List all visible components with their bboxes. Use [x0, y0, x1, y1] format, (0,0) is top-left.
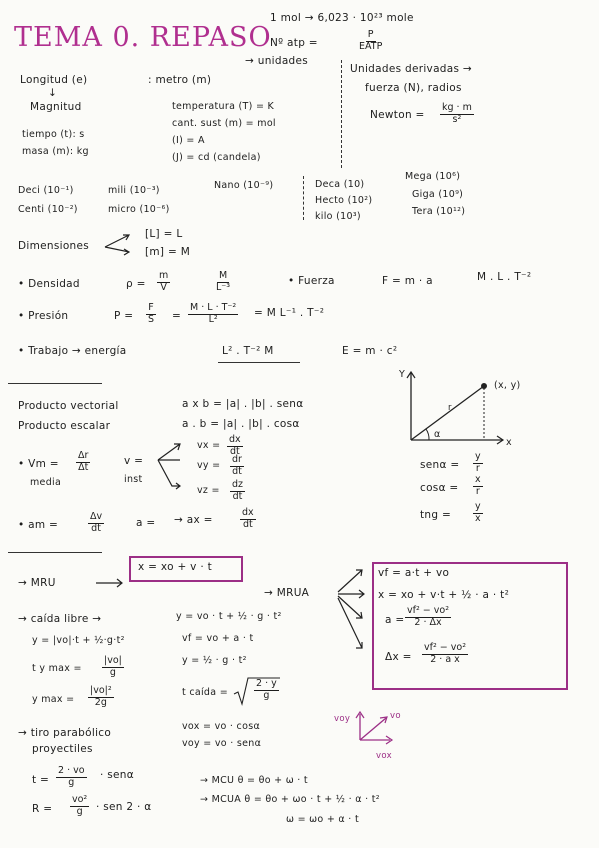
ax-fraction [240, 508, 256, 531]
prefix-deci: Deci (10⁻¹) [18, 185, 74, 196]
am-numerator: Δv [90, 511, 103, 522]
caida-position-eq: y = vo · t + ½ · g · t² [176, 611, 282, 622]
prefix-micro: micro (10⁻⁶) [108, 204, 170, 215]
presion-dim-numerator: M · L · T⁻² [190, 302, 237, 313]
am-fraction [88, 512, 104, 535]
tcaida-numerator: 2 · y [256, 678, 277, 689]
vox-eq: vox = vo · cosα [182, 721, 261, 732]
tangente-denominator: x [475, 512, 481, 524]
graph-alpha-label: α [434, 429, 441, 440]
dim-masa: [m] = M [145, 246, 191, 258]
seno-fraction [473, 452, 483, 475]
graph-y-axis-label: Y [399, 369, 406, 380]
metro-label: : metro (m) [148, 74, 212, 86]
vz-fraction [230, 480, 245, 503]
mcu-eq: → MCU θ = θo + ω · t [200, 775, 308, 786]
tiro-range-numerator: vo² [72, 794, 88, 805]
mrua-box [372, 562, 568, 690]
tcaida-fraction [254, 679, 279, 702]
newton-denominator: s² [452, 113, 462, 125]
prefix-kilo: kilo (10³) [315, 211, 361, 222]
prefix-giga: Giga (10⁹) [412, 189, 464, 200]
caida-velocity-eq: vf = vo + a · t [182, 633, 254, 644]
energia-eq: E = m · c² [342, 345, 398, 357]
producto-vectorial-label: Producto vectorial [18, 400, 119, 412]
tiro-time-numerator: 2 · vo [58, 765, 85, 776]
newton-numerator: kg · m [442, 102, 472, 113]
mrua-arrows [336, 566, 376, 656]
derivadas-title: Unidades derivadas → [350, 63, 473, 75]
voy-eq: voy = vo · senα [182, 738, 262, 749]
densidad-fraction [157, 271, 170, 294]
trabajo-underline [218, 362, 300, 363]
corriente-unit: (I) = A [172, 135, 205, 146]
fuerza-eq: F = m · a [382, 275, 433, 287]
mrua-accel-denominator: 2 · Δx [414, 616, 442, 628]
tiro-range-fraction [70, 795, 89, 818]
prefix-tera: Tera (10¹²) [412, 206, 466, 217]
graph-x-axis-label: x [506, 437, 512, 448]
tangente-label: tng = [420, 509, 452, 521]
tangente-fraction [473, 502, 483, 525]
natp-numerator: P [367, 29, 374, 40]
v-components-arrows [150, 436, 190, 496]
ax-denominator: dt [242, 518, 253, 530]
voy-label: voy [334, 714, 351, 724]
coseno-denominator: r [475, 485, 480, 497]
trig-graph [395, 368, 545, 458]
ymax-fraction [88, 686, 114, 709]
ymax-label: y max = [32, 694, 75, 705]
densidad-denominator: V [160, 281, 167, 293]
vm-label: • Vm = [18, 458, 59, 470]
mrua-position-eq: x = xo + v·t + ½ · a · t² [378, 589, 510, 601]
producto-escalar-label: Producto escalar [18, 420, 111, 432]
seno-numerator: y [475, 451, 481, 462]
v-inst-eq: v = [124, 455, 144, 467]
ax-label: → ax = [174, 514, 213, 526]
vx-label: vx = [197, 440, 221, 451]
caida-y-eq: y = ½ · g · t² [182, 655, 247, 666]
densidad-numerator: m [159, 270, 169, 281]
vox-label: vox [376, 751, 392, 761]
proyectiles-label: proyectiles [32, 743, 93, 755]
down-arrow: ↓ [48, 87, 58, 99]
v-inst-label: inst [124, 474, 143, 485]
producto-vectorial-eq: a x b = |a| . |b| . senα [182, 398, 304, 410]
presion-eq: P = [114, 310, 134, 322]
trabajo-dim: L² . T⁻² M [222, 345, 274, 357]
graph-point-label: (x, y) [494, 380, 521, 391]
tiro-time-denominator: g [68, 776, 75, 788]
mrua-dx-label: Δx = [385, 651, 412, 663]
vz-numerator: dz [232, 479, 244, 490]
cantidad-unit: cant. sust (m) = mol [172, 118, 276, 129]
divider-vertical-1 [341, 60, 342, 168]
tymax-denominator: g [109, 666, 116, 678]
producto-escalar-eq: a . b = |a| . |b| . cosα [182, 418, 300, 430]
dimensiones-arrows [103, 231, 133, 261]
unidades-label: → unidades [245, 55, 309, 67]
candela-unit: (J) = cd (candela) [172, 152, 261, 163]
mrua-label: → MRUA [264, 587, 310, 599]
newton-label: Newton = [370, 109, 425, 121]
tiro-parabolico-label: → tiro parabólico [18, 727, 112, 739]
vy-fraction [230, 455, 244, 478]
ax-numerator: dx [242, 507, 254, 518]
vy-label: vy = [197, 460, 221, 471]
coseno-label: cosα = [420, 482, 459, 494]
presion-numerator: F [148, 302, 154, 313]
mcua-eq: → MCUA θ = θo + ωo · t + ½ · α · t² [200, 794, 380, 805]
vy-numerator: dr [232, 454, 242, 465]
natp-label: Nº atp = [270, 37, 318, 49]
section-divider-1 [8, 383, 102, 384]
tcaida-label: t caída = [182, 687, 228, 698]
prefix-mili: mili (10⁻³) [108, 185, 160, 196]
prefix-mega: Mega (10⁶) [405, 171, 461, 182]
densidad-dim-denominator: L⁻³ [216, 281, 231, 293]
natp-fraction [357, 30, 384, 53]
presion-denominator: S [148, 313, 155, 325]
divider-vertical-2 [303, 176, 304, 220]
a-inst-eq: a = [136, 517, 156, 529]
tiro-time-label: t = [32, 774, 50, 786]
presion-label: • Presión [18, 310, 69, 322]
vm-media-label: media [30, 477, 62, 488]
prefix-nano: Nano (10⁻⁹) [214, 180, 274, 191]
newton-fraction [440, 103, 474, 126]
fuerza-dim: M . L . T⁻² [477, 271, 532, 283]
prefix-centi: Centi (10⁻²) [18, 204, 78, 215]
mru-equation: x = xo + v · t [138, 561, 213, 573]
vy-denominator: dt [232, 465, 242, 477]
tymax-fraction [102, 656, 124, 679]
densidad-dim-numerator: M [218, 270, 228, 281]
tiro-time-fraction [56, 766, 87, 789]
magnitud-label: Magnitud [30, 101, 82, 113]
mrua-accel-label: a = [385, 614, 405, 626]
vm-denominator: Δt [78, 461, 89, 473]
tiro-range-tail: · sen 2 · α [96, 801, 152, 813]
vz-denominator: dt [232, 490, 243, 502]
dimensiones-label: Dimensiones [18, 240, 90, 252]
vx-numerator: dx [229, 434, 241, 445]
mrua-velocity-eq: vf = a·t + vo [378, 567, 450, 579]
densidad-dim-fraction [214, 271, 232, 294]
presion-equals: = [172, 310, 182, 322]
vz-label: vz = [197, 485, 220, 496]
tiro-time-tail: · senα [100, 769, 134, 781]
prefix-hecto: Hecto (10²) [315, 195, 373, 206]
mrua-accel-numerator: vf² − vo² [407, 605, 450, 616]
tiempo-unit: tiempo (t): s [22, 129, 85, 140]
graph-r-label: r [448, 403, 452, 413]
vm-numerator: Δr [78, 450, 89, 461]
omega-eq: ω = ωo + α · t [286, 814, 359, 825]
tymax-numerator: |vo| [104, 655, 122, 666]
section-divider-2 [8, 552, 102, 553]
masa-unit: masa (m): kg [22, 146, 89, 157]
fuerza-label: • Fuerza [288, 275, 335, 287]
seno-label: senα = [420, 459, 460, 471]
mrua-dx-fraction [422, 643, 468, 666]
prefix-deca: Deca (10) [315, 179, 365, 190]
page-title: TEMA 0. REPASO [14, 22, 272, 53]
mru-arrow [96, 578, 126, 588]
natp-denominator: EATP [359, 40, 383, 52]
mru-label: → MRU [18, 577, 56, 589]
temperatura-unit: temperatura (T) = K [172, 101, 275, 112]
am-denominator: dt [91, 522, 101, 534]
mrua-dx-denominator: 2 · a x [430, 653, 460, 665]
presion-fraction [146, 303, 156, 326]
vm-fraction [76, 451, 90, 474]
tymax-label: t y max = [32, 663, 82, 674]
tiro-range-denominator: g [76, 805, 83, 817]
tiro-range-label: R = [32, 803, 53, 815]
presion-dim-fraction [188, 303, 238, 326]
mrua-accel-fraction [405, 606, 451, 629]
coseno-fraction [473, 475, 483, 498]
tcaida-denominator: g [263, 689, 270, 701]
presion-result: = M L⁻¹ . T⁻² [254, 307, 325, 319]
densidad-eq: ρ = [126, 278, 146, 290]
vo-label: vo [390, 711, 401, 721]
tangente-numerator: y [475, 501, 481, 512]
presion-dim-denominator: L² [208, 313, 218, 325]
longitud-label: Longitud (e) [20, 74, 88, 86]
vx-denominator: dt [229, 445, 240, 457]
derivadas-fuerza: fuerza (N), radios [365, 82, 462, 94]
mrua-dx-numerator: vf² − vo² [424, 642, 467, 653]
mol-equivalence: 1 mol → 6,023 · 10²³ mole [270, 12, 414, 24]
caida-position-abs-eq: y = |vo|·t + ½·g·t² [32, 635, 125, 646]
seno-denominator: r [475, 462, 480, 474]
trabajo-label: • Trabajo → energía [18, 345, 127, 357]
densidad-label: • Densidad [18, 278, 80, 290]
dim-longitud: [L] = L [145, 228, 183, 240]
caida-libre-label: → caída libre → [18, 613, 102, 625]
ymax-numerator: |vo|² [90, 685, 112, 696]
velocity-vector-diagram [350, 706, 410, 756]
coseno-numerator: x [475, 474, 481, 485]
ymax-denominator: 2g [94, 696, 107, 708]
am-label: • am = [18, 519, 59, 531]
